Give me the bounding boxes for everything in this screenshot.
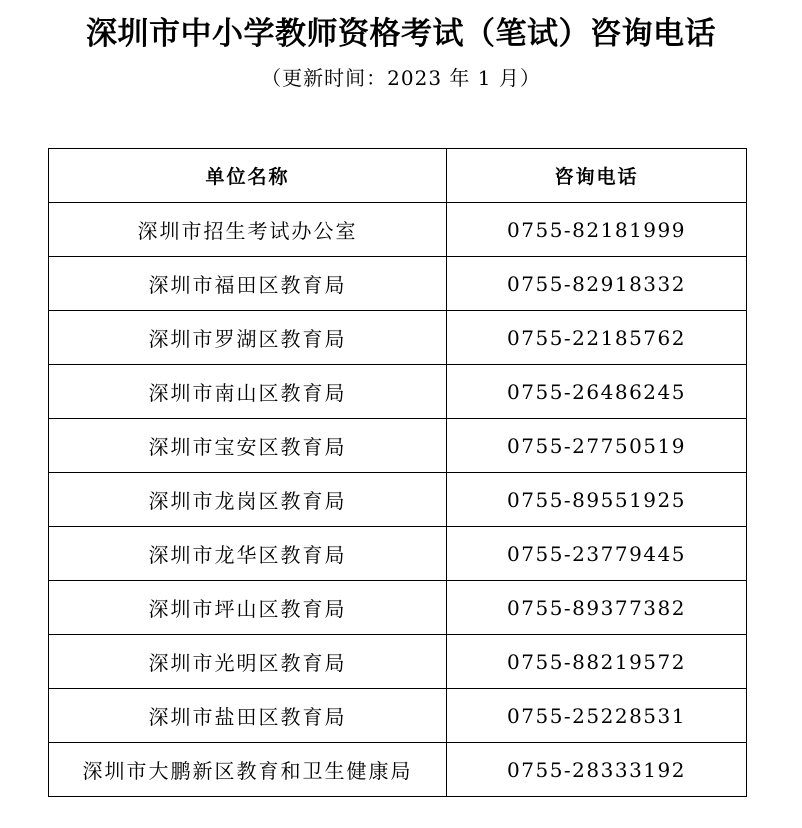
phone-number: 0755-89377382 (447, 581, 747, 635)
phone-number: 0755-27750519 (447, 419, 747, 473)
update-time: （更新时间：2023 年 1 月） (261, 66, 541, 90)
phone-number: 0755-89551925 (447, 473, 747, 527)
table-header-row (49, 149, 747, 203)
unit-name: 深圳市宝安区教育局 (49, 419, 447, 473)
phone-number: 0755-82181999 (447, 203, 747, 257)
phone-number: 0755-22185762 (447, 311, 747, 365)
table-row (49, 581, 747, 635)
column-header-phone: 咨询电话 (447, 149, 747, 203)
unit-name: 深圳市龙华区教育局 (49, 527, 447, 581)
unit-name: 深圳市盐田区教育局 (49, 689, 447, 743)
unit-name: 深圳市招生考试办公室 (49, 203, 447, 257)
unit-name: 深圳市大鹏新区教育和卫生健康局 (49, 743, 447, 797)
phone-number: 0755-88219572 (447, 635, 747, 689)
table-row (49, 689, 747, 743)
table-row (49, 257, 747, 311)
table-row (49, 365, 747, 419)
unit-name: 深圳市罗湖区教育局 (49, 311, 447, 365)
unit-name: 深圳市南山区教育局 (49, 365, 447, 419)
contact-table (48, 148, 747, 797)
unit-name: 深圳市龙岗区教育局 (49, 473, 447, 527)
phone-number: 0755-26486245 (447, 365, 747, 419)
phone-number: 0755-82918332 (447, 257, 747, 311)
table-row (49, 419, 747, 473)
unit-name: 深圳市光明区教育局 (49, 635, 447, 689)
page-title: 深圳市中小学教师资格考试（笔试）咨询电话 (86, 16, 716, 52)
table-row (49, 203, 747, 257)
unit-name: 深圳市坪山区教育局 (49, 581, 447, 635)
phone-number: 0755-25228531 (447, 689, 747, 743)
table-row (49, 527, 747, 581)
table-row (49, 311, 747, 365)
column-header-unit: 单位名称 (49, 149, 447, 203)
table-row (49, 473, 747, 527)
phone-number: 0755-28333192 (447, 743, 747, 797)
table-row (49, 743, 747, 797)
unit-name: 深圳市福田区教育局 (49, 257, 447, 311)
phone-number: 0755-23779445 (447, 527, 747, 581)
table-row (49, 635, 747, 689)
